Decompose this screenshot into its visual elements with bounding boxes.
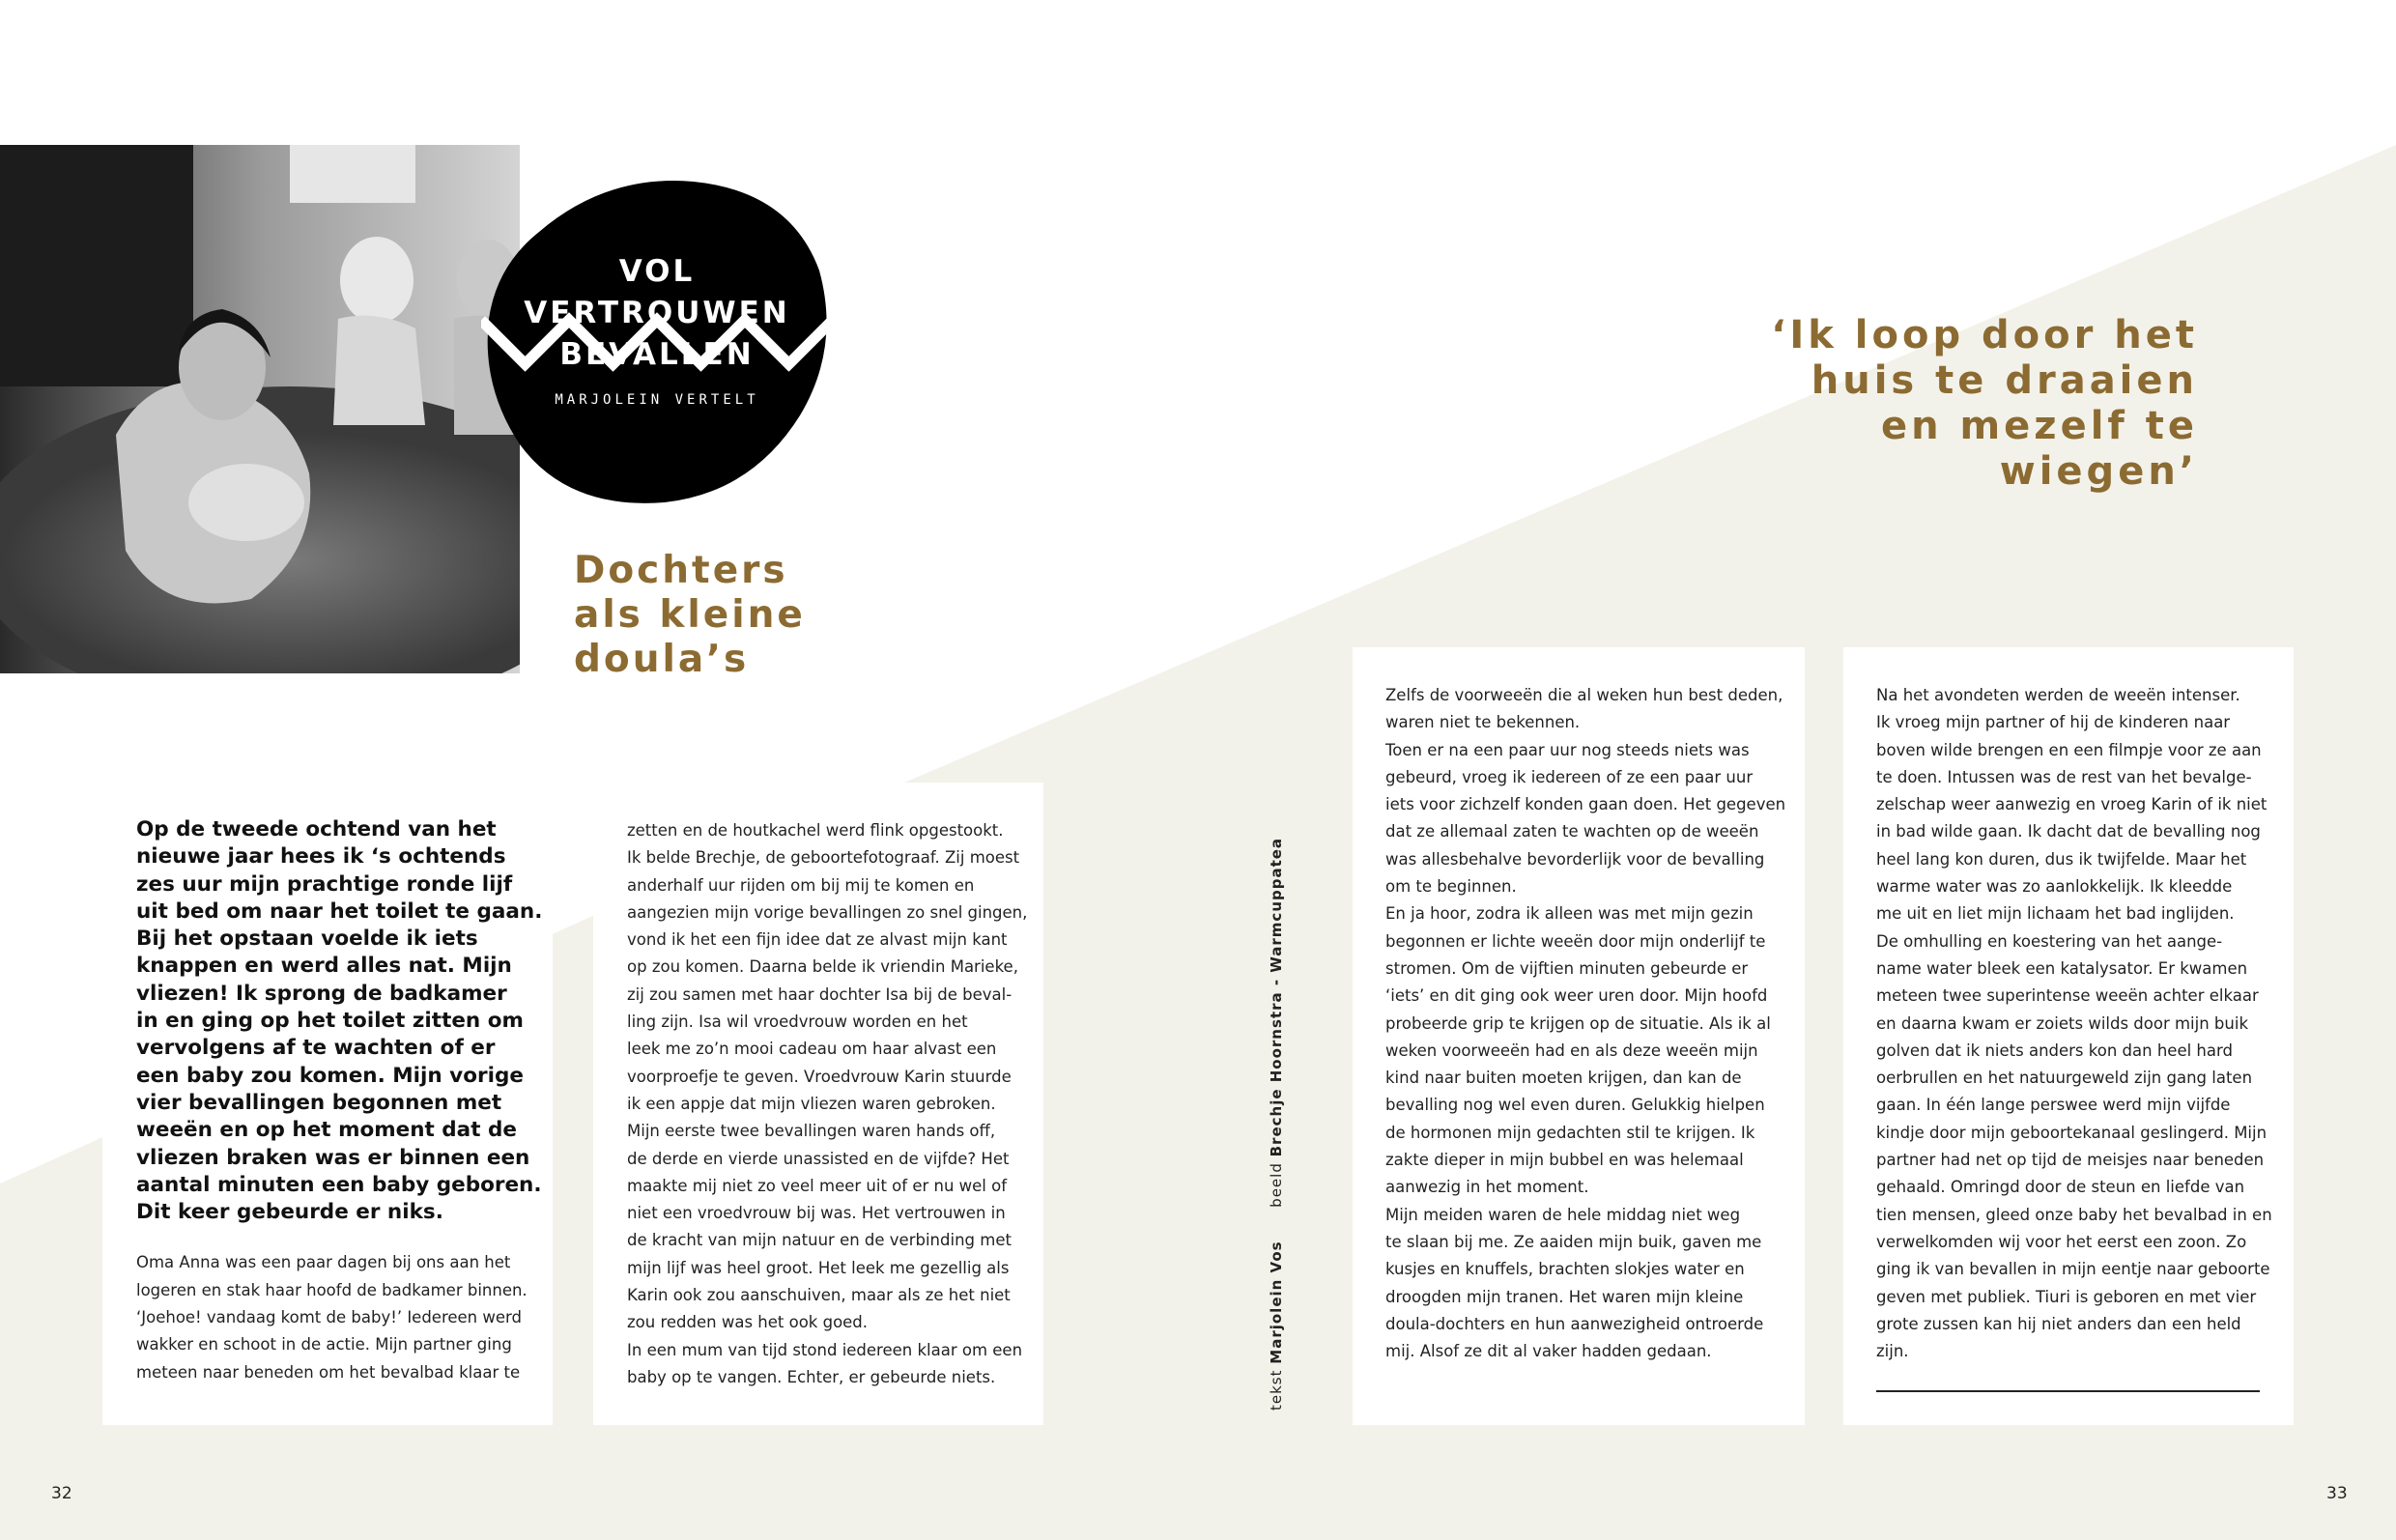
text-line: Na het avondeten werden de weeën intenser.	[1876, 686, 2240, 704]
text-line: mij. Alsof ze dit al vaker hadden gedaan.	[1385, 1342, 1712, 1361]
text-line: vliezen! Ik sprong de badkamer	[136, 981, 507, 1006]
text-column-3	[1353, 647, 1805, 1425]
text-line: partner had net op tijd de meisjes naar beneden	[1876, 1151, 2265, 1170]
text-line: En ja hoor, zodra ik alleen was met mijn gezin	[1385, 904, 1754, 924]
text-line: ik een appje dat mijn vliezen waren gebroken.	[627, 1094, 996, 1113]
text-line: gaan. In één lange perswee werd mijn vijfde	[1876, 1096, 2231, 1115]
text-line: Oma Anna was een paar dagen bij ons aan het	[136, 1253, 511, 1272]
text-line: De omhulling en koestering van het aange-	[1876, 931, 2223, 951]
text-line: en daarna kwam er zoiets wilds door mijn buik	[1876, 1013, 2249, 1033]
text-line: baby op te vangen. Echter, er gebeurde niets.	[627, 1367, 996, 1386]
text-line: doula-dochters en hun aanwezigheid ontroerde	[1385, 1314, 1764, 1333]
zigzag-icon	[481, 174, 833, 510]
text-line: kusjes en knuffels, brachten slokjes water en	[1385, 1260, 1745, 1279]
quote-line: en mezelf te	[1880, 404, 2198, 448]
text-line: weeën en op het moment dat de	[136, 1118, 517, 1143]
text-line: meteen twee superintense weeën achter elkaar	[1876, 986, 2259, 1006]
photo-credit	[1268, 837, 1295, 1411]
text-line: te slaan bij me. Ze aaiden mijn buik, gaven me	[1385, 1232, 1762, 1251]
text-line: boven wilde brengen en een filmpje voor ze aan	[1876, 740, 2262, 759]
text-line: zou redden was het ook goed.	[627, 1313, 869, 1332]
text-line: knappen en werd alles nat. Mijn	[136, 954, 512, 979]
text-line: ging ik van bevallen in mijn eentje naar geboorte	[1876, 1260, 2270, 1279]
text-line: kindje door mijn geboortekanaal geslingerd. Mijn	[1876, 1123, 2268, 1142]
subtitle-line: doula’s	[574, 638, 750, 681]
text-line: zijn.	[1876, 1342, 1909, 1361]
text-line: mijn lijf was heel groot. Het leek me gezellig als	[627, 1258, 1010, 1277]
text-line: grote zussen kan hij niet anders dan een held	[1876, 1314, 2241, 1333]
text-line: maakte mij niet zo veel meer uit of er nu wel of	[627, 1176, 1008, 1195]
quote-line: wiegen’	[1999, 449, 2198, 494]
text-line: zelschap weer aanwezig en vroeg Karin of ik niet	[1876, 795, 2268, 814]
text-line: nieuwe jaar hees ik ‘s ochtends	[136, 844, 506, 870]
text-line: geven met publiek. Tiuri is geboren en met vier	[1876, 1287, 2257, 1306]
pull-quote	[1771, 313, 2198, 495]
text-line: gebeurd, vroeg ik iedereen of ze een paar uur	[1385, 767, 1754, 786]
text-line: vliezen braken was er binnen een	[136, 1145, 530, 1170]
text-line: Bij het opstaan voelde ik iets	[136, 927, 478, 952]
badge-subtitle: MARJOLEIN VERTELT	[555, 392, 759, 408]
text-line: verwelkomden wij voor het eerst een zoon. Zo	[1876, 1232, 2247, 1251]
text-line: op zou komen. Daarna belde ik vriendin Marieke,	[627, 957, 1018, 977]
text-line: begonnen er lichte weeën door mijn onderlijf te	[1385, 931, 1766, 951]
text-line: In een mum van tijd stond iedereen klaar om een	[627, 1340, 1023, 1359]
text-line: Ik belde Brechje, de geboortefotograaf. Zij moest	[627, 848, 1020, 868]
text-line: ‘iets’ en dit ging ook weer uren door. Mijn hoofd	[1385, 986, 1768, 1006]
title-badge	[481, 174, 833, 510]
text-line: Toen er na een paar uur nog steeds niets was	[1385, 740, 1750, 759]
text-line: vond ik het een fijn idee dat ze alvast mijn kant	[627, 930, 1008, 950]
text-line: heel lang kon duren, dus ik twijfelde. Maar het	[1876, 849, 2247, 869]
body-paragraph	[1385, 682, 1805, 1202]
credit-beeld-name: Brechje Hoornstra - Warmcuppatea	[1268, 837, 1285, 1157]
text-line: iets voor zichzelf konden gaan doen. Het gegeven	[1385, 795, 1786, 814]
text-line: gehaald. Omringd door de steun en liefde van	[1876, 1178, 2245, 1197]
text-line: voorproefje te geven. Vroedvrouw Karin stuurde	[627, 1067, 1012, 1086]
article-title-line: VERTROUWEN	[524, 296, 790, 330]
text-line: dat ze allemaal zaten te wachten op de weeën	[1385, 822, 1759, 841]
text-line: waren niet te bekennen.	[1385, 713, 1581, 732]
text-line: golven dat ik niets anders kon dan heel hard	[1876, 1041, 2233, 1060]
text-line: aanwezig in het moment.	[1385, 1178, 1589, 1197]
text-line: zetten en de houtkachel werd flink opgestookt.	[627, 821, 1004, 840]
text-line: Zelfs de voorweeën die al weken hun best deden,	[1385, 686, 1783, 704]
credit-tekst-label: tekst	[1268, 1369, 1285, 1411]
text-line: zakte dieper in mijn bubbel en was helemaal	[1385, 1151, 1744, 1170]
birth-photo	[0, 145, 520, 673]
text-line: te doen. Intussen was de rest van het bevalge-	[1876, 767, 2252, 786]
text-line: logeren en stak haar hoofd de badkamer binnen.	[136, 1280, 528, 1299]
text-line: droogden mijn tranen. Het waren mijn kleine	[1385, 1287, 1744, 1306]
credit-beeld-label: beeld	[1268, 1162, 1285, 1208]
text-line: om te beginnen.	[1385, 877, 1517, 897]
text-line: de hormonen mijn gedachten stil te krijgen. Ik	[1385, 1123, 1755, 1142]
text-line: leek me zo’n mooi cadeau om haar alvast een	[627, 1040, 997, 1059]
text-line: de kracht van mijn natuur en de verbinding met	[627, 1231, 1012, 1250]
body-paragraph	[1385, 1202, 1805, 1366]
text-line: Ik vroeg mijn partner of hij de kinderen naar	[1876, 713, 2231, 732]
article-title-line: BEVALLEN	[559, 337, 755, 372]
page-number-left: 32	[51, 1484, 72, 1503]
text-line: niet een vroedvrouw bij was. Het vertrouwen in	[627, 1204, 1006, 1223]
text-line: bevalling nog wel even duren. Gelukkig hielpen	[1385, 1096, 1765, 1115]
text-line: Dit keer gebeurde er niks.	[136, 1200, 443, 1225]
text-line: oerbrullen en het natuurgeweld zijn gang laten	[1876, 1069, 2253, 1088]
text-column-4	[1843, 647, 2294, 1425]
text-line: Mijn eerste twee bevallingen waren hands off,	[627, 1122, 996, 1141]
text-line: aangezien mijn vorige bevallingen zo snel gingen,	[627, 902, 1028, 922]
text-column-1	[102, 783, 553, 1425]
article-subtitle	[574, 549, 806, 682]
text-line: name water bleek een katalysator. Er kwamen	[1876, 958, 2248, 978]
text-line: stromen. Om de vijftien minuten gebeurde er	[1385, 958, 1749, 978]
text-line: uit bed om naar het toilet te gaan.	[136, 898, 543, 924]
body-paragraph	[136, 1249, 553, 1385]
text-line: was allesbehalve bevorderlijk voor de bevalling	[1385, 849, 1765, 869]
text-line: probeerde grip te krijgen op de situatie. Als ik al	[1385, 1013, 1771, 1033]
text-line: een baby zou komen. Mijn vorige	[136, 1063, 524, 1088]
body-paragraph	[1876, 682, 2294, 1365]
body-paragraph	[627, 817, 1043, 1391]
lead-paragraph	[136, 816, 553, 1226]
text-column-2	[593, 783, 1043, 1425]
end-rule	[1876, 1390, 2260, 1392]
text-line: meteen naar beneden om het bevalbad klaar te	[136, 1362, 521, 1382]
text-line: vervolgens af te wachten of er	[136, 1036, 496, 1061]
page-number-right: 33	[2326, 1484, 2348, 1503]
text-line: Mijn meiden waren de hele middag niet weg	[1385, 1205, 1741, 1224]
text-line: de derde en vierde unassisted en de vijfde? Het	[627, 1149, 1010, 1168]
quote-line: ‘Ik loop door het	[1771, 313, 2198, 357]
text-line: in bad wilde gaan. Ik dacht dat de bevalling nog	[1876, 822, 2261, 841]
text-line: in en ging op het toilet zitten om	[136, 1009, 524, 1034]
text-line: vier bevallingen begonnen met	[136, 1090, 502, 1115]
quote-line: huis te draaien	[1811, 358, 2198, 403]
text-line: Karin ook zou aanschuiven, maar als ze het niet	[627, 1286, 1011, 1305]
article-title-line: VOL	[618, 254, 696, 289]
text-line: weken voorweeën had en als deze weeën mijn	[1385, 1041, 1758, 1060]
text-line: wakker en schoot in de actie. Mijn partner ging	[136, 1335, 512, 1355]
subtitle-line: Dochters	[574, 549, 788, 592]
text-line: kind naar buiten moeten krijgen, dan kan de	[1385, 1069, 1742, 1088]
text-line: Op de tweede ochtend van het	[136, 817, 497, 841]
text-line: anderhalf uur rijden om bij mij te komen en	[627, 875, 975, 895]
text-line: me uit en liet mijn lichaam het bad inglijden.	[1876, 904, 2235, 924]
text-line: tien mensen, gleed onze baby het bevalbad in en	[1876, 1205, 2272, 1224]
subtitle-line: als kleine	[574, 593, 806, 637]
text-line: zes uur mijn prachtige ronde lijf	[136, 871, 513, 897]
text-line: zij zou samen met haar dochter Isa bij de beval-	[627, 984, 1013, 1004]
credit-tekst-name: Marjolein Vos	[1268, 1241, 1285, 1364]
text-line: ‘Joehoe! vandaag komt de baby!’ Iedereen werd	[136, 1308, 522, 1327]
text-line: warme water was zo aanlokkelijk. Ik kleedde	[1876, 877, 2233, 897]
text-line: aantal minuten een baby geboren.	[136, 1172, 542, 1197]
text-line: ling zijn. Isa wil vroedvrouw worden en het	[627, 1012, 968, 1032]
